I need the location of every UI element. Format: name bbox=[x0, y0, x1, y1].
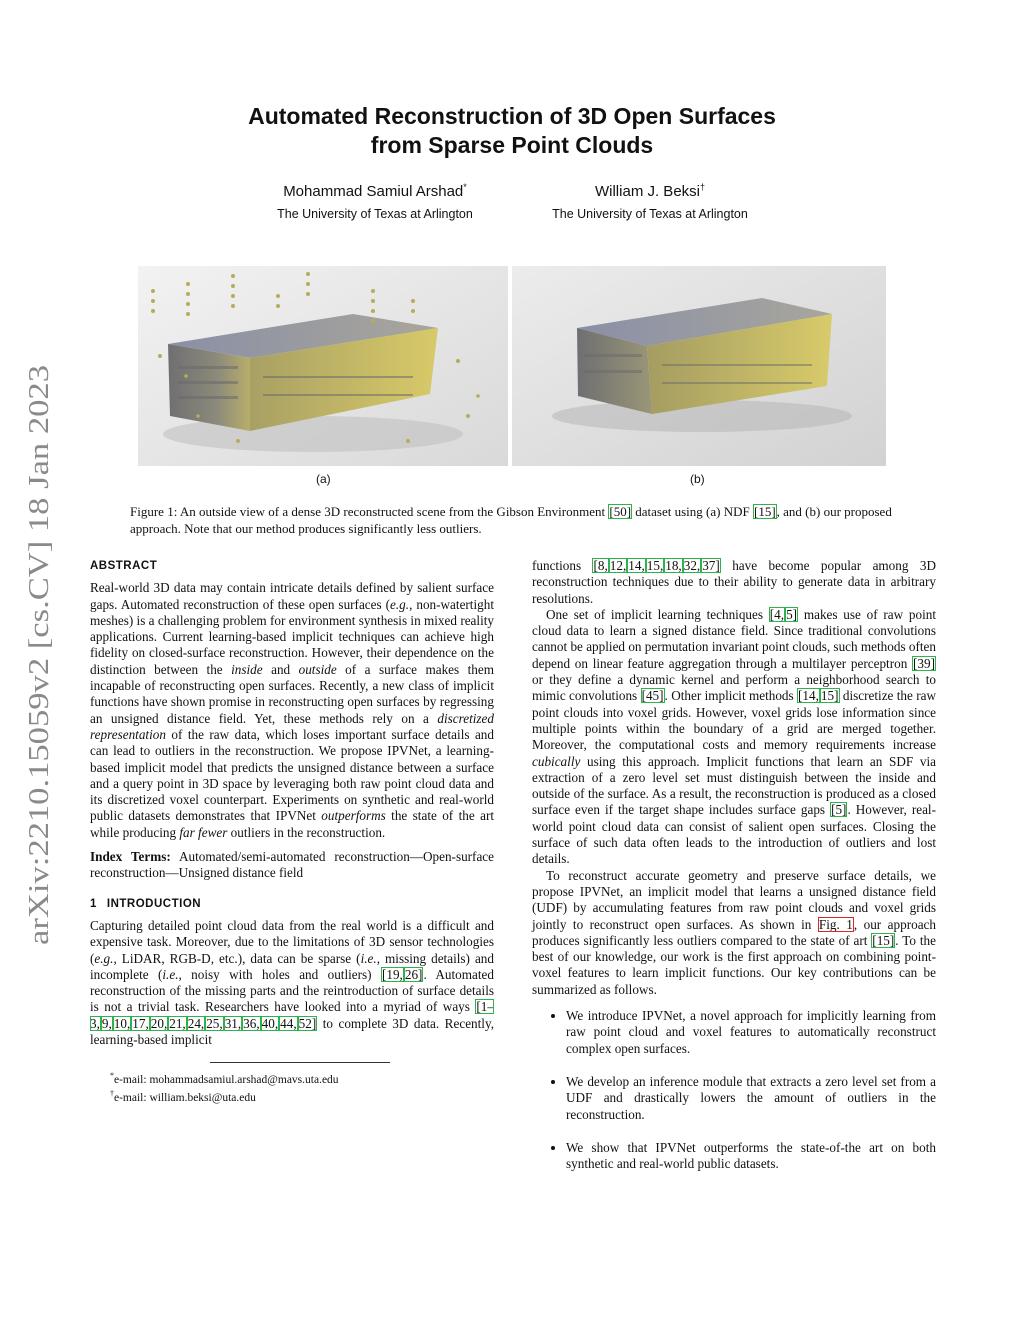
body-paragraph: One set of implicit learning techniques [4, 5] makes use of raw point cloud data to learn a signed distance field. Since traditional convolutions cannot be applied on permutation invariant point clouds, such methods often depend on linear feature aggregation through a multilayer perceptron [39] or they define a dynamic kernel and perform a neighborhood search to mimic convolutions [45]. Other implicit methods [14, 15] discretize the raw point clouds into voxel grids. However, voxel grids lose information since multiple points within the boundary of a grid are merged together. Moreover, the computational costs and memory requirements increase cubically using this approach. Implicit functions that learn an SDF via extraction of a zero level set must distinguish between the inside and outside of the surface. As a result, the reconstruction is produced as a closed surface even if the target shape includes surface gaps [5]. However, real-world point cloud data can consist of salient open surfaces. Closing the surface of such data often leads to the introduction of outliers and lost details. bbox=[532, 606, 936, 867]
citation-link[interactable]: 26] bbox=[404, 966, 423, 982]
abstract-heading: ABSTRACT bbox=[90, 560, 158, 572]
contributions-list bbox=[532, 1008, 936, 1172]
figure-panel-b bbox=[512, 266, 886, 466]
citation-link[interactable]: 10, bbox=[113, 1015, 131, 1031]
citation-link[interactable]: 12, bbox=[609, 558, 627, 573]
citation-link[interactable]: 24, bbox=[187, 1015, 205, 1031]
caption-text: Figure 1: An outside view of a dense 3D reconstructed scene from the Gibson Environment bbox=[130, 504, 609, 519]
citation-link[interactable]: 52] bbox=[298, 1015, 317, 1031]
citation-link[interactable]: 21, bbox=[169, 1015, 186, 1031]
citation-link[interactable]: 32, bbox=[683, 558, 701, 573]
citation-link[interactable]: [15] bbox=[872, 932, 895, 948]
citation-link[interactable]: 5] bbox=[786, 606, 798, 622]
citation-link[interactable]: 20, bbox=[150, 1015, 168, 1031]
citation-link[interactable]: 15] bbox=[820, 688, 839, 704]
body-paragraph: To reconstruct accurate geometry and preserve surface details, we propose IPVNet, an implicit model that learns a unsigned distance field (UDF) by accumulating features from raw point clouds and voxel grids jointly to reconstruct open surfaces. As shown in Fig. 1, our approach produces significantly less outliers compared to the state of art [15]. To the best of our knowledge, our work is the first approach on combining point-voxel features to learn implicit functions. Our key contributions can be summarized as follows. bbox=[532, 867, 937, 997]
figure-label-a: (a) bbox=[316, 472, 331, 486]
citation-link[interactable]: 9, bbox=[101, 1015, 112, 1031]
arxiv-id: arXiv:2210.15059v2 [cs.CV] 18 Jan 2023 bbox=[23, 458, 55, 945]
list-item: • We show that IPVNet outperforms the state-of-the art on both synthetic and real-world public datasets. bbox=[566, 1140, 936, 1173]
author-name: Mohammad Samiul Arshad bbox=[283, 183, 464, 200]
figure-caption bbox=[130, 504, 900, 537]
intro-paragraph: Capturing detailed point cloud data from the real world is a difficult and expensive task. Moreover, due to the limitations of 3D sensor technologies (e.g., LiDAR, RGB-D, etc.), data can be sparse (i.e., missing details) and incomplete (i.e., noisy with holes and outliers) [19, 26]. Automated reconstruction of the missing parts and the reintroduction of surface details is not a trivial task. Researchers have looked into a myriad of ways [1–3, 9, 10, 17, 20, 21, 24, 25, 31, 36, 40, 44, 52] to complete 3D data. Recently, learning-based implicit bbox=[90, 917, 494, 1048]
citation-link[interactable]: [15] bbox=[753, 504, 776, 519]
footnote-1: *e-mail: mohammadsamiul.arshad@mavs.uta.edu bbox=[110, 1071, 339, 1087]
title-line-1: Automated Reconstruction of 3D Open Surfaces bbox=[248, 103, 776, 129]
citation-link[interactable]: 36, bbox=[243, 1015, 260, 1031]
citation-link[interactable]: [45] bbox=[641, 688, 664, 704]
citation-link[interactable]: [4, bbox=[769, 606, 785, 622]
figure-label-b: (b) bbox=[690, 472, 705, 486]
footnote-2: †e-mail: william.beksi@uta.edu bbox=[110, 1089, 256, 1104]
citation-link[interactable]: 44, bbox=[280, 1015, 297, 1031]
citation-link[interactable]: 37] bbox=[702, 558, 720, 573]
author-mark: † bbox=[700, 182, 706, 192]
author-affiliation: The University of Texas at Arlington bbox=[552, 207, 748, 221]
caption-text: , and (b) our proposed approach. Note that our method produces significantly less outliers. bbox=[130, 504, 892, 536]
caption-text: dataset using (a) NDF bbox=[632, 504, 753, 519]
list-item: • We introduce IPVNet, a novel approach for implicitly learning from raw point cloud and voxel features to automatically reconstruct complex open surfaces. bbox=[566, 1008, 936, 1057]
footnote-divider bbox=[210, 1062, 390, 1063]
left-column bbox=[90, 558, 494, 1105]
author-name: William J. Beksi bbox=[594, 183, 700, 200]
list-item: • We develop an inference module that extracts a zero level set from a UDF and drastically lowers the amount of outliers in the reconstruction. bbox=[566, 1074, 936, 1123]
title-line-2: from Sparse Point Clouds bbox=[370, 132, 654, 158]
reconstruction-image-b bbox=[512, 266, 886, 466]
citation-link[interactable]: 18, bbox=[665, 558, 682, 573]
paper-title bbox=[180, 102, 844, 160]
citation-link[interactable]: [5] bbox=[831, 802, 847, 818]
abstract-text: Real-world 3D data may contain intricate details defined by salient surface gaps. Automated reconstruction of these open surfaces (e.g., non-watertight meshes) is a challenging problem for environment synthesis in mixed reality applications. Current learning-based implicit techniques can achieve high fidelity on closed-surface reconstruction. However, their dependence on the distinction between the inside and outside of a surface makes them incapable of reconstructing open surfaces. Recently, a new class of implicit functions have shown promise in reconstructing open surfaces by regressing an unsigned distance field. Yet, these methods rely on a discretized representation of the raw data, which loses important surface details and can lead to outliers in the reconstruction. We propose IPVNet, a learning-based implicit model that predicts the unsigned distance between a surface and a query point in 3D space by leveraging both raw point cloud data and its discretized voxel counterpart. Experiments on synthetic and real-world public datasets demonstrates that IPVNet outperforms the state of the art while producing far fewer outliers in the reconstruction. bbox=[90, 580, 494, 840]
intro-heading: 1 INTRODUCTION bbox=[90, 897, 202, 910]
reconstruction-image-a bbox=[138, 266, 508, 466]
citation-link[interactable]: 40, bbox=[261, 1015, 279, 1031]
author-block-2 bbox=[505, 178, 795, 223]
figure-link[interactable]: Fig. 1 bbox=[818, 916, 853, 932]
citation-link[interactable]: 31, bbox=[224, 1015, 242, 1031]
figure-panel-a bbox=[138, 266, 508, 466]
arxiv-stamp bbox=[8, 360, 64, 950]
citation-link[interactable]: [1–3, bbox=[90, 999, 494, 1031]
intro-continued: functions [8, 12, 14, 15, 18, 32, 37] have become popular among 3D reconstruction techniques due to their ability to generate data in arbitrary resolutions. bbox=[532, 558, 936, 606]
citation-link[interactable]: [19, bbox=[381, 966, 403, 982]
citation-link[interactable]: 25, bbox=[206, 1015, 223, 1031]
citation-link[interactable]: [14, bbox=[798, 688, 819, 704]
citation-link[interactable]: 17, bbox=[132, 1015, 149, 1031]
citation-link[interactable]: 15, bbox=[646, 558, 664, 573]
author-mark: * bbox=[463, 182, 467, 192]
citation-link[interactable]: [39] bbox=[913, 655, 935, 671]
index-terms: Index Terms: Automated/semi-automated reconstruction—Open-surface reconstruction—Unsigned distance field bbox=[90, 849, 495, 881]
author-block-1 bbox=[230, 178, 520, 223]
author-affiliation: The University of Texas at Arlington bbox=[277, 207, 473, 221]
citation-link[interactable]: [8, bbox=[593, 558, 608, 573]
citation-link[interactable]: [50] bbox=[609, 504, 632, 519]
right-column bbox=[532, 558, 936, 1189]
citation-link[interactable]: 14, bbox=[628, 558, 645, 573]
